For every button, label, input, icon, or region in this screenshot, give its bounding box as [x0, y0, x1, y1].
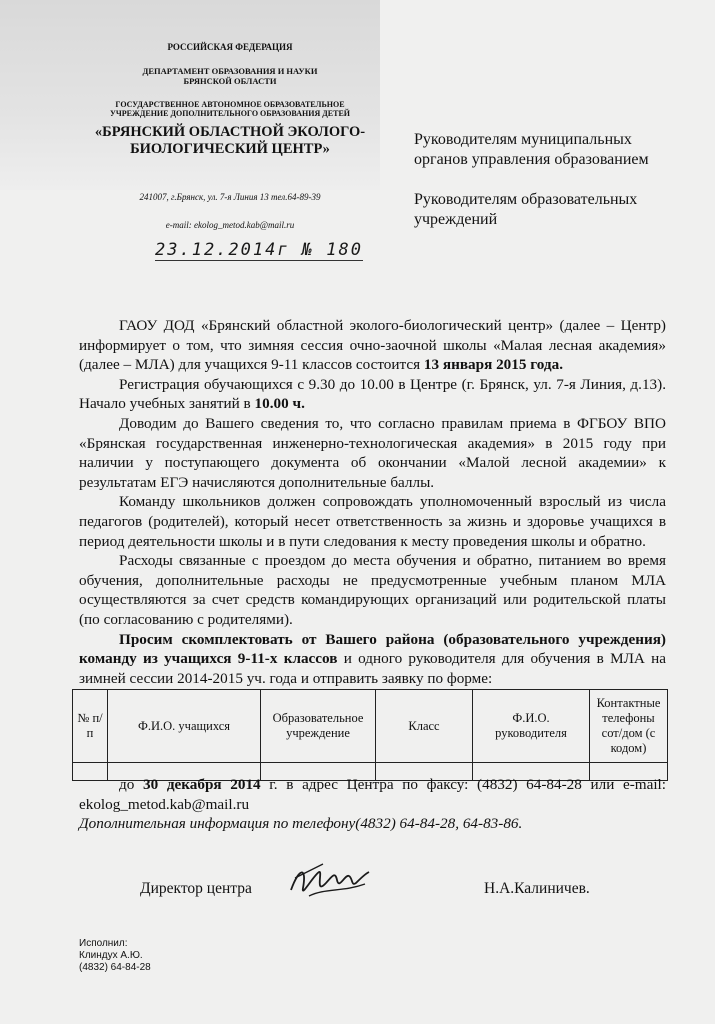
signer-name: Н.А.Калиничев. [484, 880, 590, 897]
paragraph-announcement [79, 316, 666, 375]
institution-type-line-2: УЧРЕЖДЕНИЕ ДОПОЛНИТЕЛЬНОГО ОБРАЗОВАНИЯ ДЕТЕЙ [109, 109, 350, 118]
addressee-municipal-line-2: органов управления образованием [414, 151, 649, 168]
deadline-date: 30 декабря 2014 [142, 776, 261, 793]
letterhead-email: e-mail: ekolog_metod.kab@mail.ru [165, 220, 295, 230]
request-text: и одного руководителя для обучения в МЛА на зимней сессии 2014-2015 уч. года и отправить заявку по форме: [79, 650, 666, 687]
addressee-institutions [414, 190, 637, 230]
institution-name-line-2: БИОЛОГИЧЕСКИЙ ЦЕНТР» [130, 141, 330, 157]
signer-role: Директор центра [140, 880, 252, 897]
letterhead-institution-name [80, 124, 380, 158]
executor-name: Клиндух А.Ю. [79, 950, 143, 961]
executor-phone: (4832) 64-84-28 [79, 962, 151, 973]
paragraph-escort: Команду школьников должен сопровождать уполномоченный взрослый из числа педагогов (родителей), который несет ответственность за жизнь и здоровье учащихся в период деятельности школы и в пути следования к месту проведения школы и обратно. [79, 493, 666, 550]
header-cell-class: Класс [376, 690, 473, 763]
paragraph-admission: Доводим до Вашего сведения то, что согласно правилам приема в ФГБОУ ВПО «Брянская государственная инженерно-технологическая академия» в 2015 году при наличии у поступающего документа об окончании «Малой лесной академии» к результатам ЕГЭ начисляются дополнительные баллы. [79, 414, 666, 491]
handwritten-signature [285, 858, 375, 906]
letterhead-country: РОССИЙСКАЯ ФЕДЕРАЦИЯ [167, 42, 293, 52]
deadline-prefix: до [119, 776, 143, 793]
paragraph-expenses: Расходы связанные с проездом до места обучения и обратно, питанием во время обучения, дополнительные расходы не предусмотренные учебным планом МЛА осуществляются за счет средств командирующих организаций или родительской платы (по согласованию с родителями). [79, 552, 666, 628]
registration-text: Регистрация обучающихся с 9.30 до 10.00 в Центре (г. Брянск, ул. 7-я Линия, д.13). Начало учебных занятий в [79, 375, 666, 413]
request-bold-text: Просим скомплектовать от Вашего района (образовательного учреждения) команду из учащихся 9-11-х классов [79, 630, 666, 668]
header-cell-supervisor: Ф.И.О. руководителя [473, 690, 590, 763]
session-date: 13 января 2015 года. [423, 356, 564, 374]
addressee-institutions-line-1: Руководителям образовательных [414, 191, 638, 208]
registration-number: 23.12.2014г № 180 [155, 240, 363, 260]
addressee-institutions-line-2: учреждений [414, 211, 498, 228]
header-cell-student-name: Ф.И.О. учащихся [108, 690, 261, 763]
institution-name-line-1: «БРЯНСКИЙ ОБЛАСТНОЙ ЭКОЛОГО- [94, 124, 366, 140]
letterhead-shade [0, 0, 380, 190]
header-cell-number: № п/п [73, 690, 108, 763]
paragraph-request [79, 630, 666, 689]
announcement-text: ГАОУ ДОД «Брянский областной эколого-биологический центр» (далее – Центр) информирует о том, что зимняя сессия очно-заочной школы «Малая лесная академия» (далее – МЛА) для учащихся 9-11 классов состоится [79, 317, 666, 374]
header-cell-institution: Образовательное учреждение [261, 690, 376, 763]
addressee-municipal-line-1: Руководителям муниципальных [414, 131, 632, 148]
deadline-contacts: г. в адрес Центра по факсу: (4832) 64-84-28 или e-mail: ekolog_metod.kab@mail.ru [79, 776, 667, 813]
header-cell-phones: Контактные телефоны сот/дом (с кодом) [590, 690, 668, 763]
executor-block [79, 938, 151, 974]
institution-type-line-1: ГОСУДАРСТВЕННОЕ АВТОНОМНОЕ ОБРАЗОВАТЕЛЬНОЕ [115, 100, 345, 109]
letter-closing [79, 775, 666, 834]
start-time: 10.00 ч. [254, 395, 305, 413]
letterhead-department [80, 66, 380, 86]
executor-label: Исполнил: [79, 938, 128, 949]
department-line: ДЕПАРТАМЕНТ ОБРАЗОВАНИЯ И НАУКИ [142, 66, 318, 76]
application-form-table [72, 689, 668, 781]
table-header-row [73, 690, 668, 763]
addressee-municipal [414, 130, 649, 170]
paragraph-registration [79, 375, 666, 414]
additional-info: Дополнительная информация по телефону(4832) 64-84-28, 64-83-86. [79, 815, 523, 833]
letter-body [79, 316, 666, 688]
department-region: БРЯНСКОЙ ОБЛАСТИ [183, 76, 277, 86]
letterhead-address: 241007, г.Брянск, ул. 7-я Линия 13 тел.64-89-39 [139, 192, 321, 202]
deadline-paragraph [79, 775, 666, 814]
letterhead-institution-type [80, 100, 380, 118]
